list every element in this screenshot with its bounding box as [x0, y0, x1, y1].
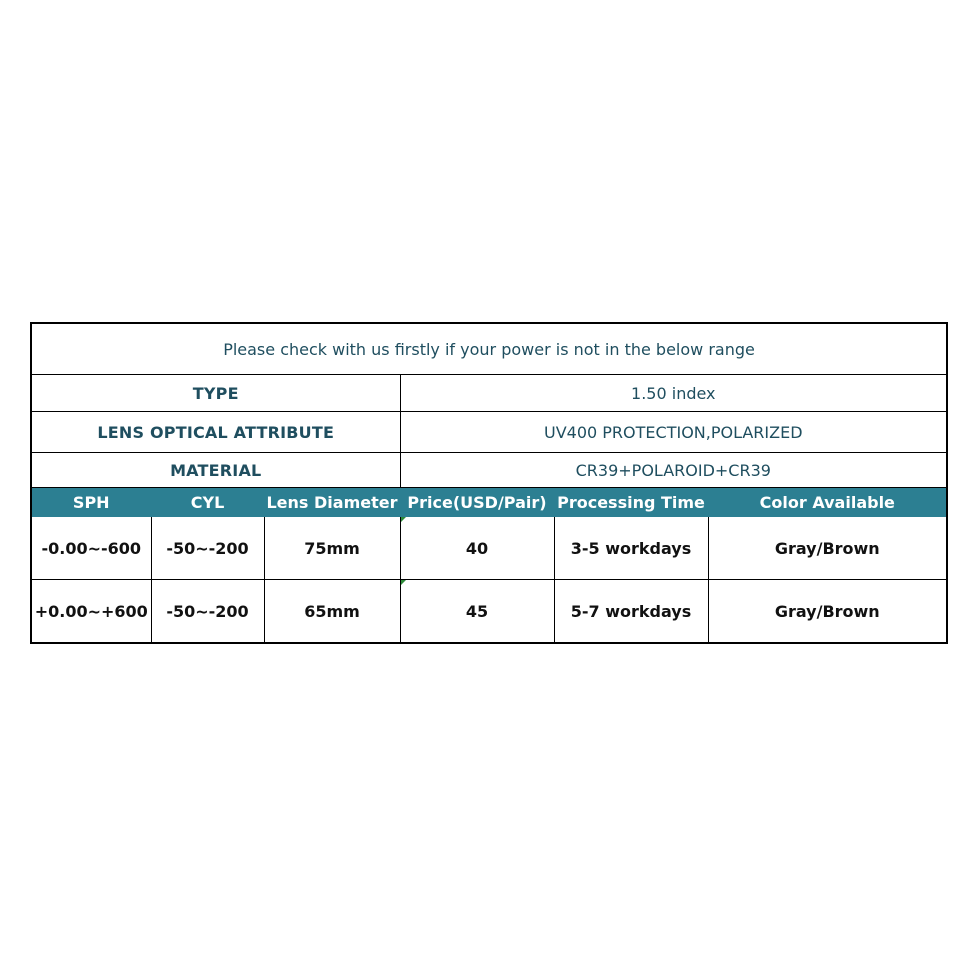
- column-header-cyl: CYL: [151, 488, 264, 517]
- cell-sph: -0.00~-600: [31, 517, 151, 580]
- cell-price-value: 40: [465, 538, 489, 558]
- column-header-lens-diameter: Lens Diameter: [264, 488, 400, 517]
- cell-processing-time: 3-5 workdays: [554, 517, 708, 580]
- cell-lens-diameter: 75mm: [264, 517, 400, 580]
- cell-price: [400, 580, 554, 644]
- cell-color-available: Gray/Brown: [708, 517, 947, 580]
- attribute-value: UV400 PROTECTION,POLARIZED: [400, 412, 947, 453]
- column-header-sph: SPH: [31, 488, 151, 517]
- attribute-value: CR39+POLAROID+CR39: [400, 453, 947, 488]
- cell-lens-diameter: 65mm: [264, 580, 400, 644]
- cell-cyl: -50~-200: [151, 517, 264, 580]
- column-header-row: [31, 488, 947, 517]
- cell-price-value: 45: [465, 601, 489, 621]
- attribute-label: MATERIAL: [31, 453, 400, 488]
- attribute-row-material: [31, 453, 947, 488]
- attribute-row-optical: [31, 412, 947, 453]
- table-row: [31, 517, 947, 580]
- cell-price: [400, 517, 554, 580]
- notice-text: Please check with us firstly if your power is not in the below range: [31, 323, 947, 375]
- attribute-row-type: [31, 375, 947, 412]
- attribute-label: LENS OPTICAL ATTRIBUTE: [31, 412, 400, 453]
- notice-row: [31, 323, 947, 375]
- lens-spec-table: [30, 322, 948, 644]
- cell-marker-icon: [401, 517, 406, 522]
- attribute-label: TYPE: [31, 375, 400, 412]
- cell-sph: +0.00~+600: [31, 580, 151, 644]
- cell-color-available: Gray/Brown: [708, 580, 947, 644]
- cell-marker-icon: [401, 580, 406, 585]
- cell-processing-time: 5-7 workdays: [554, 580, 708, 644]
- column-header-color-available: Color Available: [708, 488, 947, 517]
- table-row: [31, 580, 947, 644]
- column-header-processing-time: Processing Time: [554, 488, 708, 517]
- column-header-price: Price(USD/Pair): [400, 488, 554, 517]
- attribute-value: 1.50 index: [400, 375, 947, 412]
- cell-cyl: -50~-200: [151, 580, 264, 644]
